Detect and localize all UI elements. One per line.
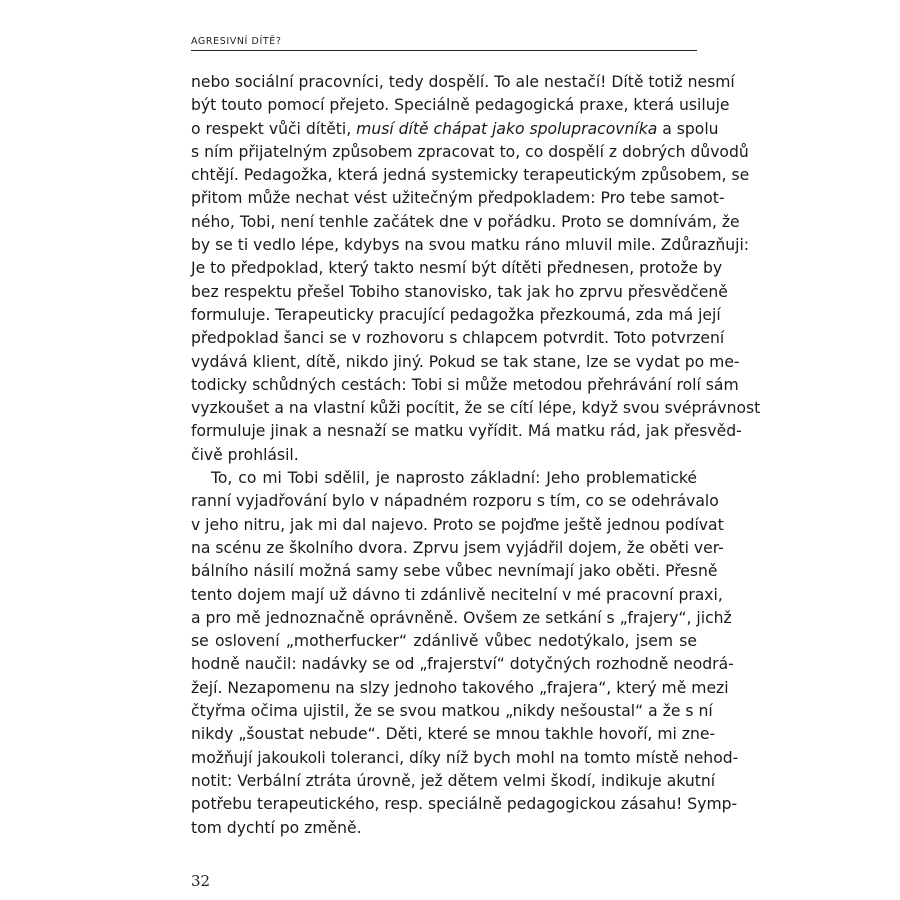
text-line: bálního násilí možná samy sebe vůbec nevnímají jako oběti. Přesně	[191, 562, 718, 581]
running-header	[191, 29, 697, 51]
text-line	[191, 118, 719, 141]
text-line: chtějí. Pedagožka, která jedná systemicky terapeutickým způsobem, se	[191, 166, 750, 185]
text-line: čivě prohlásil.	[191, 445, 299, 464]
text-line: být touto pomocí přejeto. Speciálně pedagogická praxe, která usiluje	[191, 96, 730, 115]
text-line: potřebu terapeutického, resp. speciálně pedagogickou zásahu! Symp-	[191, 795, 738, 814]
running-header-title: AGRESIVNÍ DÍTĚ?	[191, 36, 282, 47]
text-line: vyzkoušet a na vlastní kůži pocítit, že se cítí lépe, když svou svéprávnost	[191, 399, 761, 418]
text-line: nebo sociální pracovníci, tedy dospělí. To ale nestačí! Dítě totiž nesmí	[191, 73, 735, 91]
text-line: a pro mě jednoznačně oprávněně. Ovšem ze setkání s „frajery“, jichž	[191, 608, 732, 627]
text-line: ného, Tobi, není tenhle začátek dne v pořádku. Proto se domnívám, že	[191, 212, 740, 231]
text-line: přitom může nechat vést užitečným předpokladem: Pro tebe samot-	[191, 189, 725, 208]
text-line: na scénu ze školního dvora. Zprvu jsem vyjádřil dojem, že oběti ver-	[191, 538, 724, 557]
text-line: hodně naučil: nadávky se od „frajerství“ dotyčných rozhodně neodrá-	[191, 655, 734, 674]
text-run: o respekt vůči dítěti,	[191, 119, 352, 138]
paragraph-2	[191, 467, 739, 840]
text-line: todicky schůdných cestách: Tobi si může metodou přehrávání rolí sám	[191, 375, 739, 394]
text-run: a spolu	[662, 119, 719, 138]
text-line: žejí. Nezapomenu na slzy jednoho takového „frajera“, který mě mezi	[191, 678, 729, 697]
text-line: předpoklad šanci se v rozhovoru s chlapcem potvrdit. Toto potvrzení	[191, 329, 725, 348]
text-line: v jeho nitru, jak mi dal najevo. Proto se pojďme ještě jednou podívat	[191, 515, 724, 534]
text-line: ranní vyjadřování bylo v nápadném rozporu s tím, co se odehrávalo	[191, 492, 719, 511]
text-line: nikdy „šoustat nebude“. Děti, které se mnou takhle hovoří, mi zne-	[191, 725, 716, 744]
text-line: tento dojem mají už dávno ti zdánlivě necitelní v mé pracovní praxi,	[191, 585, 723, 604]
page-number: 32	[191, 872, 211, 890]
text-line: možňují jakoukoli toleranci, díky níž bych mohl na tomto místě nehod-	[191, 748, 739, 767]
body-text	[191, 71, 761, 840]
text-line: bez respektu přešel Tobiho stanovisko, tak jak ho zprvu přesvědčeně	[191, 282, 728, 301]
text-line: notit: Verbální ztráta úrovně, jež dětem velmi škodí, indikuje akutní	[191, 771, 716, 790]
text-line: formuluje jinak a nesnaží se matku vyřídit. Má matku rád, jak přesvěd-	[191, 422, 742, 441]
text-line: formuluje. Terapeuticky pracující pedagožka přezkoumá, zda má její	[191, 305, 721, 324]
paragraph-1	[191, 71, 761, 467]
text-line: Je to předpoklad, který takto nesmí být dítěti přednesen, protože by	[191, 259, 723, 278]
text-line: To, co mi Tobi sdělil, je naprosto základní: Jeho problematické	[211, 469, 697, 488]
text-line: čtyřma očima ujistil, že se svou matkou „nikdy nešoustal“ a že s ní	[191, 702, 713, 721]
text-line: vydává klient, dítě, nikdo jiný. Pokud se tak stane, lze se vydat po me-	[191, 352, 740, 371]
text-line: se oslovení „motherfucker“ zdánlivě vůbec nedotýkalo, jsem se	[191, 632, 697, 651]
text-line: tom dychtí po změně.	[191, 818, 362, 837]
text-line: s ním přijatelným způsobem zpracovat to, co dospělí z dobrých důvodů	[191, 142, 749, 161]
text-line: by se ti vedlo lépe, kdybys na svou matku ráno mluvil mile. Zdůrazňuji:	[191, 236, 750, 255]
emphasized-text: musí dítě chápat jako spolupracovníka	[356, 119, 658, 138]
